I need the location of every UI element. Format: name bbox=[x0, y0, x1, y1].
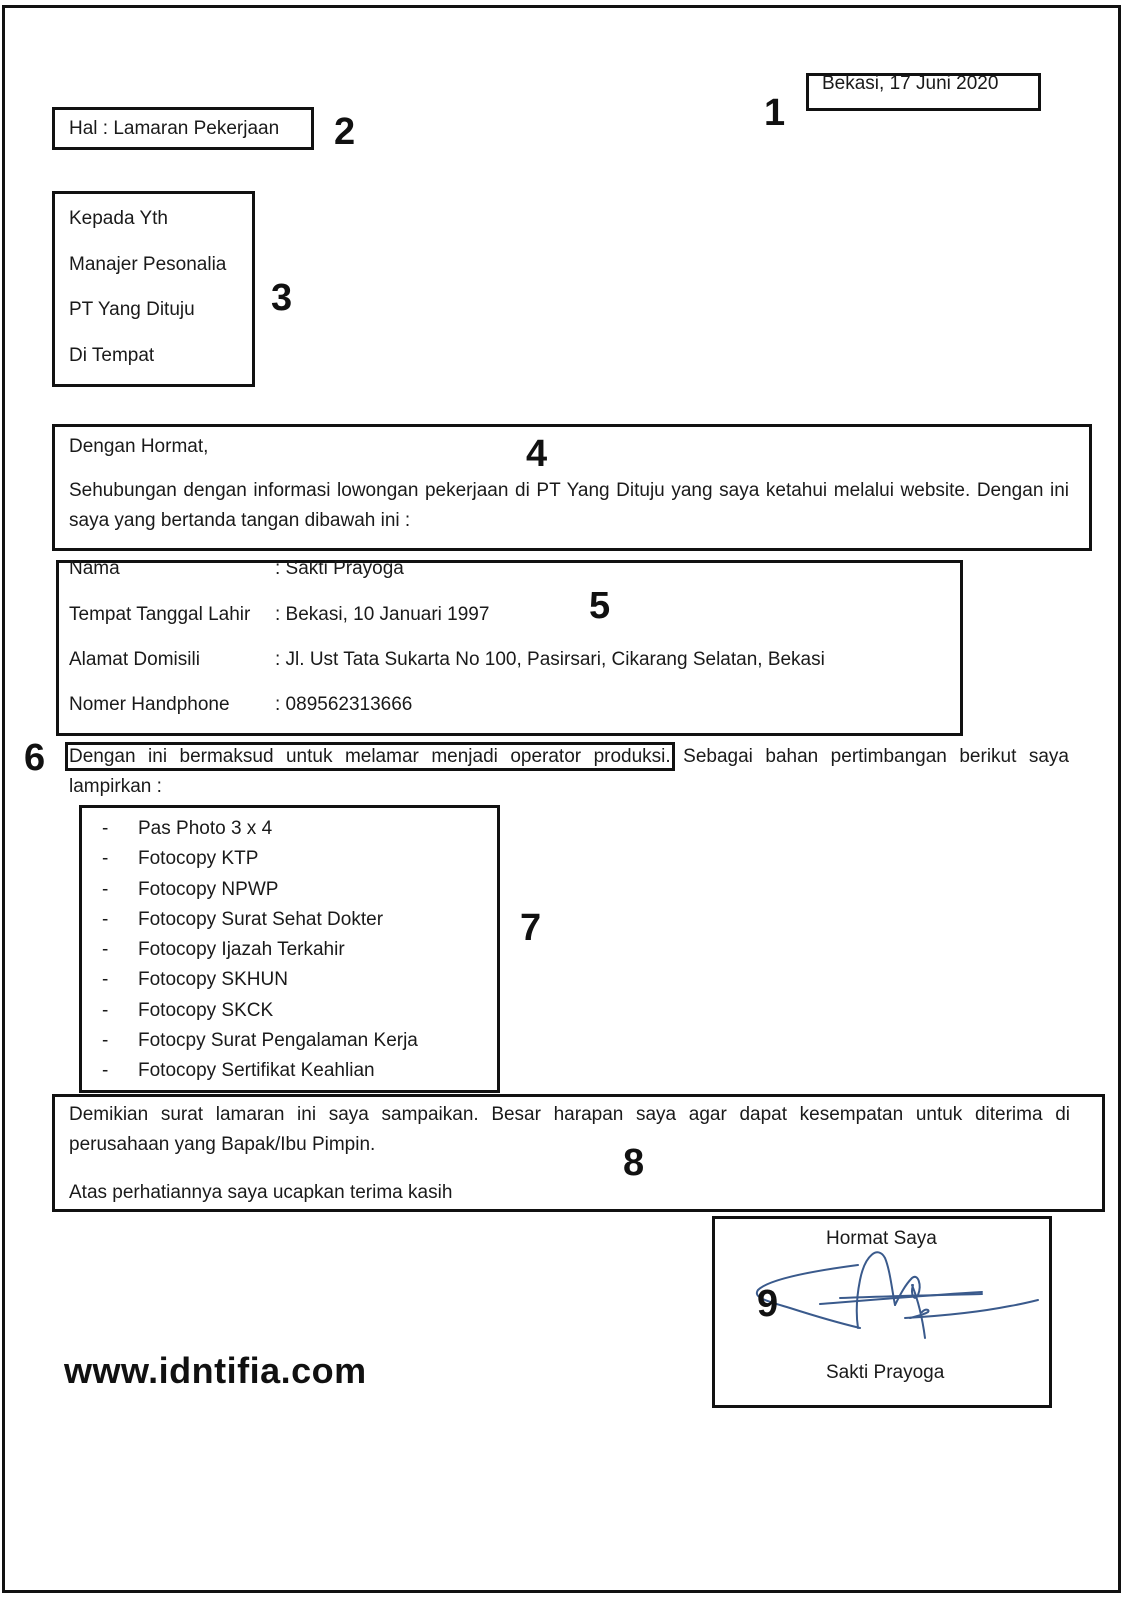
handwritten-signature-icon bbox=[750, 1240, 1040, 1340]
attachment-item bbox=[102, 1026, 418, 1056]
dash-bullet-icon: - bbox=[102, 1060, 109, 1082]
dash-bullet-icon: - bbox=[102, 908, 109, 930]
identity-value: : Sakti Prayoga bbox=[275, 558, 404, 579]
dash-bullet-icon: - bbox=[102, 1030, 109, 1052]
annotation-number-2: 2 bbox=[334, 111, 356, 153]
opening-paragraph: Sehubungan dengan informasi lowongan pekerjaan di PT Yang Dituju yang saya ketahui melalui website. Dengan ini saya yang bertanda tangan dibawah ini : bbox=[69, 480, 1069, 531]
recipient-line: Kepada Yth bbox=[69, 208, 168, 229]
identity-row bbox=[69, 649, 825, 671]
signature-salutation: Hormat Saya bbox=[826, 1228, 937, 1249]
annotation-number-1: 1 bbox=[764, 92, 786, 134]
annotation-number-8: 8 bbox=[623, 1142, 645, 1184]
attachment-label: Fotocopy KTP bbox=[138, 848, 259, 870]
dash-bullet-icon: - bbox=[102, 878, 109, 900]
attachment-item bbox=[102, 996, 418, 1026]
dash-bullet-icon: - bbox=[102, 939, 109, 961]
dash-bullet-icon: - bbox=[102, 969, 109, 991]
signature-name: Sakti Prayoga bbox=[826, 1362, 945, 1383]
identity-label: Alamat Domisili bbox=[69, 649, 200, 670]
identity-row bbox=[69, 604, 489, 626]
annotation-number-9: 9 bbox=[757, 1283, 779, 1325]
attachment-item bbox=[102, 965, 418, 995]
recipient-line: PT Yang Dituju bbox=[69, 299, 195, 320]
attachment-item bbox=[102, 814, 418, 844]
attachment-item bbox=[102, 935, 418, 965]
identity-label: Nama bbox=[69, 558, 120, 579]
attachment-label: Fotocpy Surat Pengalaman Kerja bbox=[138, 1030, 418, 1052]
attachment-label: Fotocopy SKHUN bbox=[138, 969, 288, 991]
annotation-number-4: 4 bbox=[526, 433, 548, 475]
attachment-label: Fotocopy SKCK bbox=[138, 999, 274, 1021]
intent-boxed-sentence: Dengan ini bermaksud untuk melamar menjadi operator produksi. bbox=[69, 746, 671, 767]
identity-row bbox=[69, 558, 404, 580]
identity-row bbox=[69, 694, 412, 716]
identity-value: : Bekasi, 10 Januari 1997 bbox=[275, 604, 490, 625]
closing-thanks: Atas perhatiannya saya ucapkan terima kasih bbox=[69, 1182, 453, 1203]
recipient-line: Manajer Pesonalia bbox=[69, 254, 227, 275]
identity-value: : Jl. Ust Tata Sukarta No 100, Pasirsari, Cikarang Selatan, Bekasi bbox=[275, 649, 825, 670]
attachment-item bbox=[102, 875, 418, 905]
attachment-label: Pas Photo 3 x 4 bbox=[138, 818, 273, 839]
attachment-item bbox=[102, 905, 418, 935]
attachment-item bbox=[102, 844, 418, 874]
annotation-number-7: 7 bbox=[520, 907, 542, 949]
attachment-label: Fotocopy Surat Sehat Dokter bbox=[138, 908, 384, 930]
letter-subject: Hal : Lamaran Pekerjaan bbox=[69, 118, 280, 139]
greeting: Dengan Hormat, bbox=[69, 436, 209, 457]
letter-date: Bekasi, 17 Juni 2020 bbox=[822, 73, 999, 94]
attachment-label: Fotocopy Sertifikat Keahlian bbox=[138, 1060, 375, 1082]
attachment-label: Fotocopy NPWP bbox=[138, 878, 279, 900]
annotation-number-3: 3 bbox=[271, 277, 293, 319]
attachment-item bbox=[102, 1056, 418, 1086]
identity-value: : 089562313666 bbox=[275, 694, 413, 715]
intent-rest: Sebagai bahan pertimbangan berikut saya lampirkan : bbox=[69, 746, 1069, 797]
recipient-line: Di Tempat bbox=[69, 345, 155, 366]
dash-bullet-icon: - bbox=[102, 848, 109, 870]
attachment-label: Fotocopy Ijazah Terkahir bbox=[138, 939, 345, 961]
identity-label: Tempat Tanggal Lahir bbox=[69, 604, 251, 625]
website-watermark: www.idntifia.com bbox=[64, 1350, 367, 1391]
dash-bullet-icon: - bbox=[102, 999, 109, 1021]
annotation-number-6: 6 bbox=[24, 737, 46, 779]
intent-paragraph bbox=[69, 742, 1069, 802]
identity-label: Nomer Handphone bbox=[69, 694, 230, 715]
annotation-number-5: 5 bbox=[589, 585, 611, 627]
attachments-list bbox=[102, 814, 418, 1087]
closing-paragraph: Demikian surat lamaran ini saya sampaikan. Besar harapan saya agar dapat kesempatan untuk diterima di perusahaan yang Bapak/Ibu Pimpin. bbox=[69, 1104, 1070, 1155]
dash-bullet-icon: - bbox=[102, 818, 109, 839]
